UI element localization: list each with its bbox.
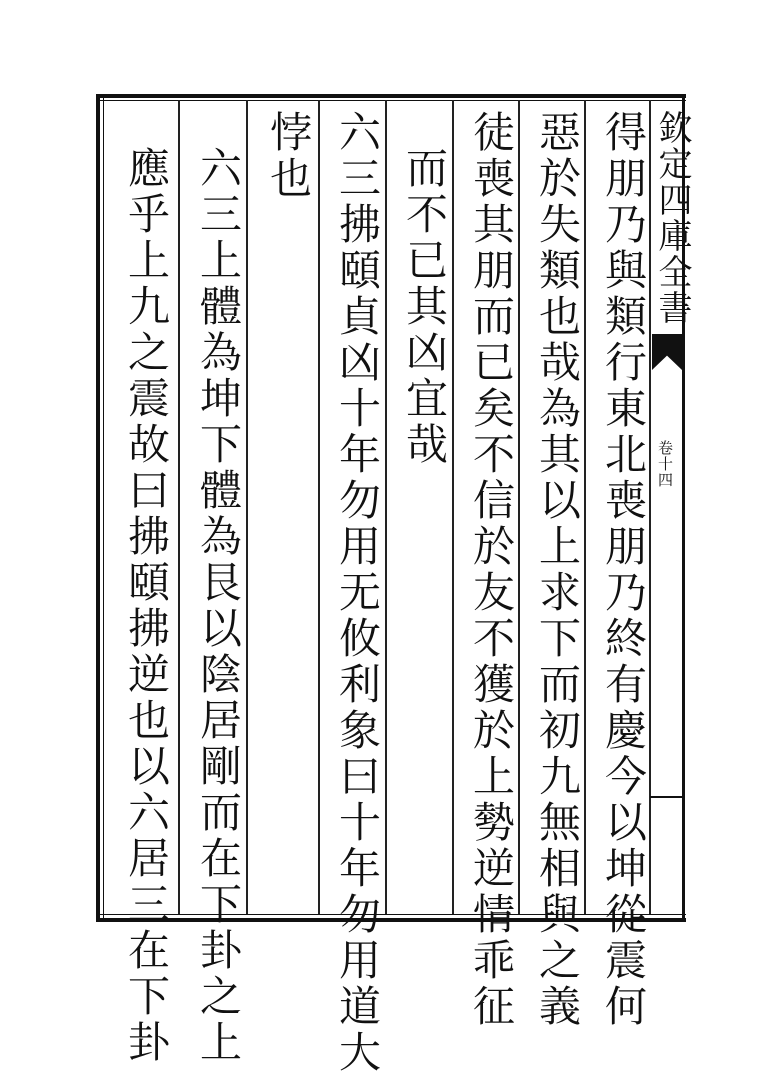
- left-border-inner: [103, 94, 104, 922]
- left-border: [96, 94, 100, 922]
- column-separator: [385, 100, 387, 914]
- column-separator: [246, 100, 248, 914]
- text-column-7: 六三上體為坤下體為艮以陰居剛而在下卦之上: [194, 146, 243, 1066]
- text-column-6: 悖也: [264, 110, 313, 202]
- text-column-3: 徒喪其朋而已矣不信於友不獲於上勢逆情乖征: [467, 110, 516, 1030]
- fish-tail-mark: [652, 334, 682, 370]
- text-column-1: 得朋乃與類行東北喪朋乃終有慶今以坤從震何: [599, 110, 648, 1030]
- text-column-5: 六三拂頤貞凶十年勿用无攸利象曰十年勿用道大: [333, 110, 382, 1076]
- column-separator: [178, 100, 180, 914]
- top-border: [96, 94, 686, 98]
- margin-tick: [650, 796, 682, 798]
- text-column-8: 應乎上九之震故曰拂頤拂逆也以六居三在下卦: [122, 146, 171, 1066]
- column-separator: [318, 100, 320, 914]
- book-title: 欽定四庫全書: [652, 110, 692, 326]
- text-column-2: 惡於失類也哉為其以上求下而初九無相與之義: [533, 110, 582, 1030]
- top-border-inner: [96, 100, 686, 101]
- juan-number: 卷十四: [656, 440, 674, 488]
- column-separator: [452, 100, 454, 914]
- text-column-4: 而不已其凶宜哉: [400, 146, 449, 468]
